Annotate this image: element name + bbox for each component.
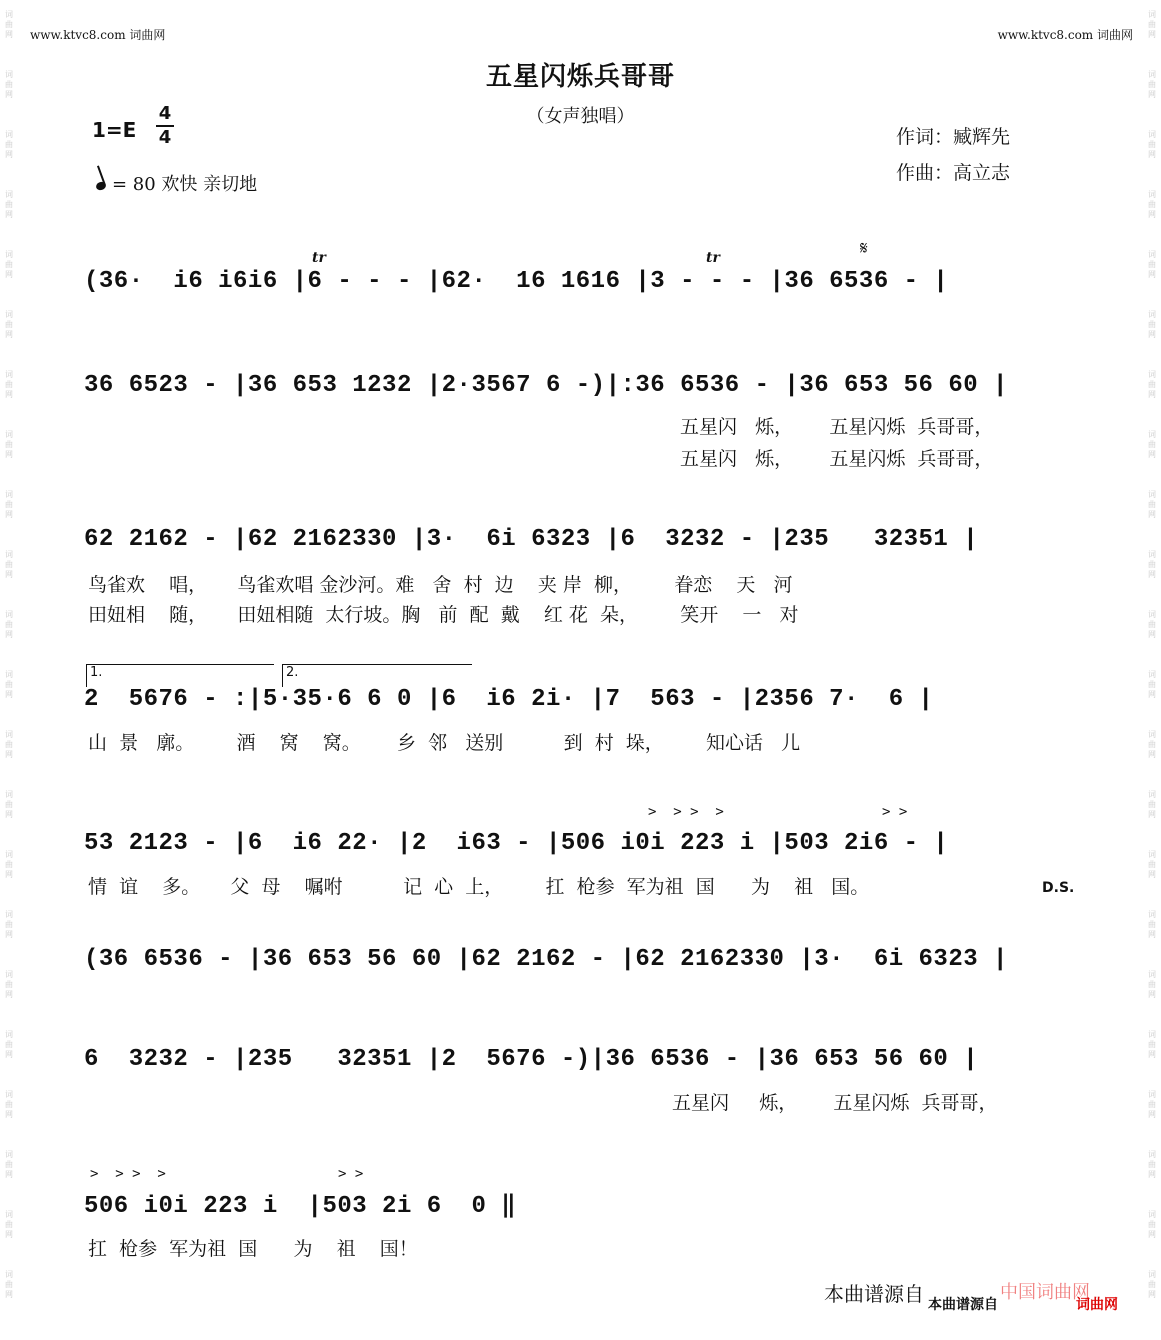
accent-marks: > > [882, 804, 908, 820]
watermark-right: 词 曲 网 词 曲 网 词 曲 网 词 曲 网 词 曲 网 词 曲 网 词 曲 网 词 曲 网 词 曲 网 词 曲 网 词 曲 网 词 曲 网 词 曲 网 词 曲 网 词 曲 网 词 曲 网 词 曲 网 词 曲 网 词 曲 网 词 曲 网 词 曲 网 词 曲 网 [1148, 10, 1156, 1299]
tempo-marking [96, 170, 257, 196]
score-line-5: 53 2123 - |6 i6 22· |2 i63 - |506 i0i 223 i |503 2i6 - | [84, 830, 949, 857]
accent-marks: > > > > [90, 1166, 166, 1182]
lyric-line-8: 扛 枪参 军为祖 国 为 祖 国！ [88, 1238, 418, 1260]
site-url-left[interactable]: www.ktvc8.com 词曲网 [30, 28, 166, 42]
score-line-8: 506 i0i 223 i |503 2i 6 0 ‖ [84, 1193, 517, 1220]
lyric-line-3a: 鸟雀欢 唱， 鸟雀欢唱 金沙河。难 舍 村 边 夹 岸 柳， 眷恋 天 河 [88, 574, 793, 596]
song-subtitle: （女声独唱） [526, 106, 635, 127]
footer-site-name-small[interactable]: 词曲网 [1076, 1297, 1118, 1313]
segno-icon: 𝄋 [860, 238, 868, 259]
accent-marks: > > [338, 1166, 364, 1182]
lyric-line-4: 山 景 廓。 酒 窝 窝。 乡 邻 送别 到 村 垛， 知心话 儿 [88, 732, 801, 754]
score-line-2: 36 6523 - |36 653 1232 |2·3567 6 -)|:36 6536 - |36 653 56 60 | [84, 372, 1008, 399]
lyric-line-5: 情 谊 多。 父 母 嘱咐 记 心 上， 扛 枪参 军为祖 国 为 祖 国。 [88, 876, 870, 898]
score-line-3: 62 2162 - |62 2162330 |3· 6i 6323 |6 3232 - |235 32351 | [84, 526, 979, 553]
score-line-1: (36· i6 i6i6 |6 - - - |62· 16 1616 |3 - - - |36 6536 - | [84, 268, 949, 295]
score-line-4: 2 5676 - :|5·35·6 6 0 |6 i6 2i· |7 563 - |2356 7· 6 | [84, 686, 934, 713]
lyricist-credit: 作词：臧辉先 [896, 126, 1011, 148]
key-signature: 1=E [92, 118, 137, 142]
tempo-text: = 80 欢快 亲切地 [112, 174, 258, 195]
footer-site-name[interactable]: 中国词曲网 [1000, 1282, 1090, 1303]
lyric-line-3b: 田妞相 随， 田妞相随 太行坡。胸 前 配 戴 红 花 朵， 笑开 一 对 [88, 604, 799, 626]
trill-icon: tr [706, 250, 720, 266]
footer-source-label-small: 本曲谱源自 [928, 1297, 998, 1313]
dal-segno: D.S. [1042, 880, 1075, 896]
meter-top: 4 [158, 103, 172, 124]
watermark-left: 词 曲 网 词 曲 网 词 曲 网 词 曲 网 词 曲 网 词 曲 网 词 曲 网 词 曲 网 词 曲 网 词 曲 网 词 曲 网 词 曲 网 词 曲 网 词 曲 网 词 曲 网 词 曲 网 词 曲 网 词 曲 网 词 曲 网 词 曲 网 词 曲 网 词 曲 网 [5, 10, 13, 1299]
lyric-line-7: 五星闪 烁， 五星闪烁 兵哥哥， [672, 1092, 998, 1114]
score-line-7: 6 3232 - |235 32351 |2 5676 -)|36 6536 - |36 653 56 60 | [84, 1046, 979, 1073]
volta-1: 1. [86, 664, 274, 687]
composer-credit: 作曲：高立志 [896, 162, 1011, 184]
song-title: 五星闪烁兵哥哥 [485, 62, 675, 92]
trill-icon: tr [312, 250, 326, 266]
quarter-note-icon [95, 181, 107, 192]
accent-marks: > > > > [648, 804, 724, 820]
meter-bottom: 4 [158, 127, 172, 148]
score-line-6: (36 6536 - |36 653 56 60 |62 2162 - |62 2162330 |3· 6i 6323 | [84, 946, 1008, 973]
lyric-line-2b: 五星闪 烁， 五星闪烁 兵哥哥， [680, 448, 994, 470]
footer-source-label: 本曲谱源自 [824, 1282, 924, 1306]
volta-2: 2. [282, 664, 472, 687]
time-signature [156, 104, 174, 148]
site-url-right[interactable]: www.ktvc8.com 词曲网 [997, 28, 1133, 42]
lyric-line-2a: 五星闪 烁， 五星闪烁 兵哥哥， [680, 416, 994, 438]
